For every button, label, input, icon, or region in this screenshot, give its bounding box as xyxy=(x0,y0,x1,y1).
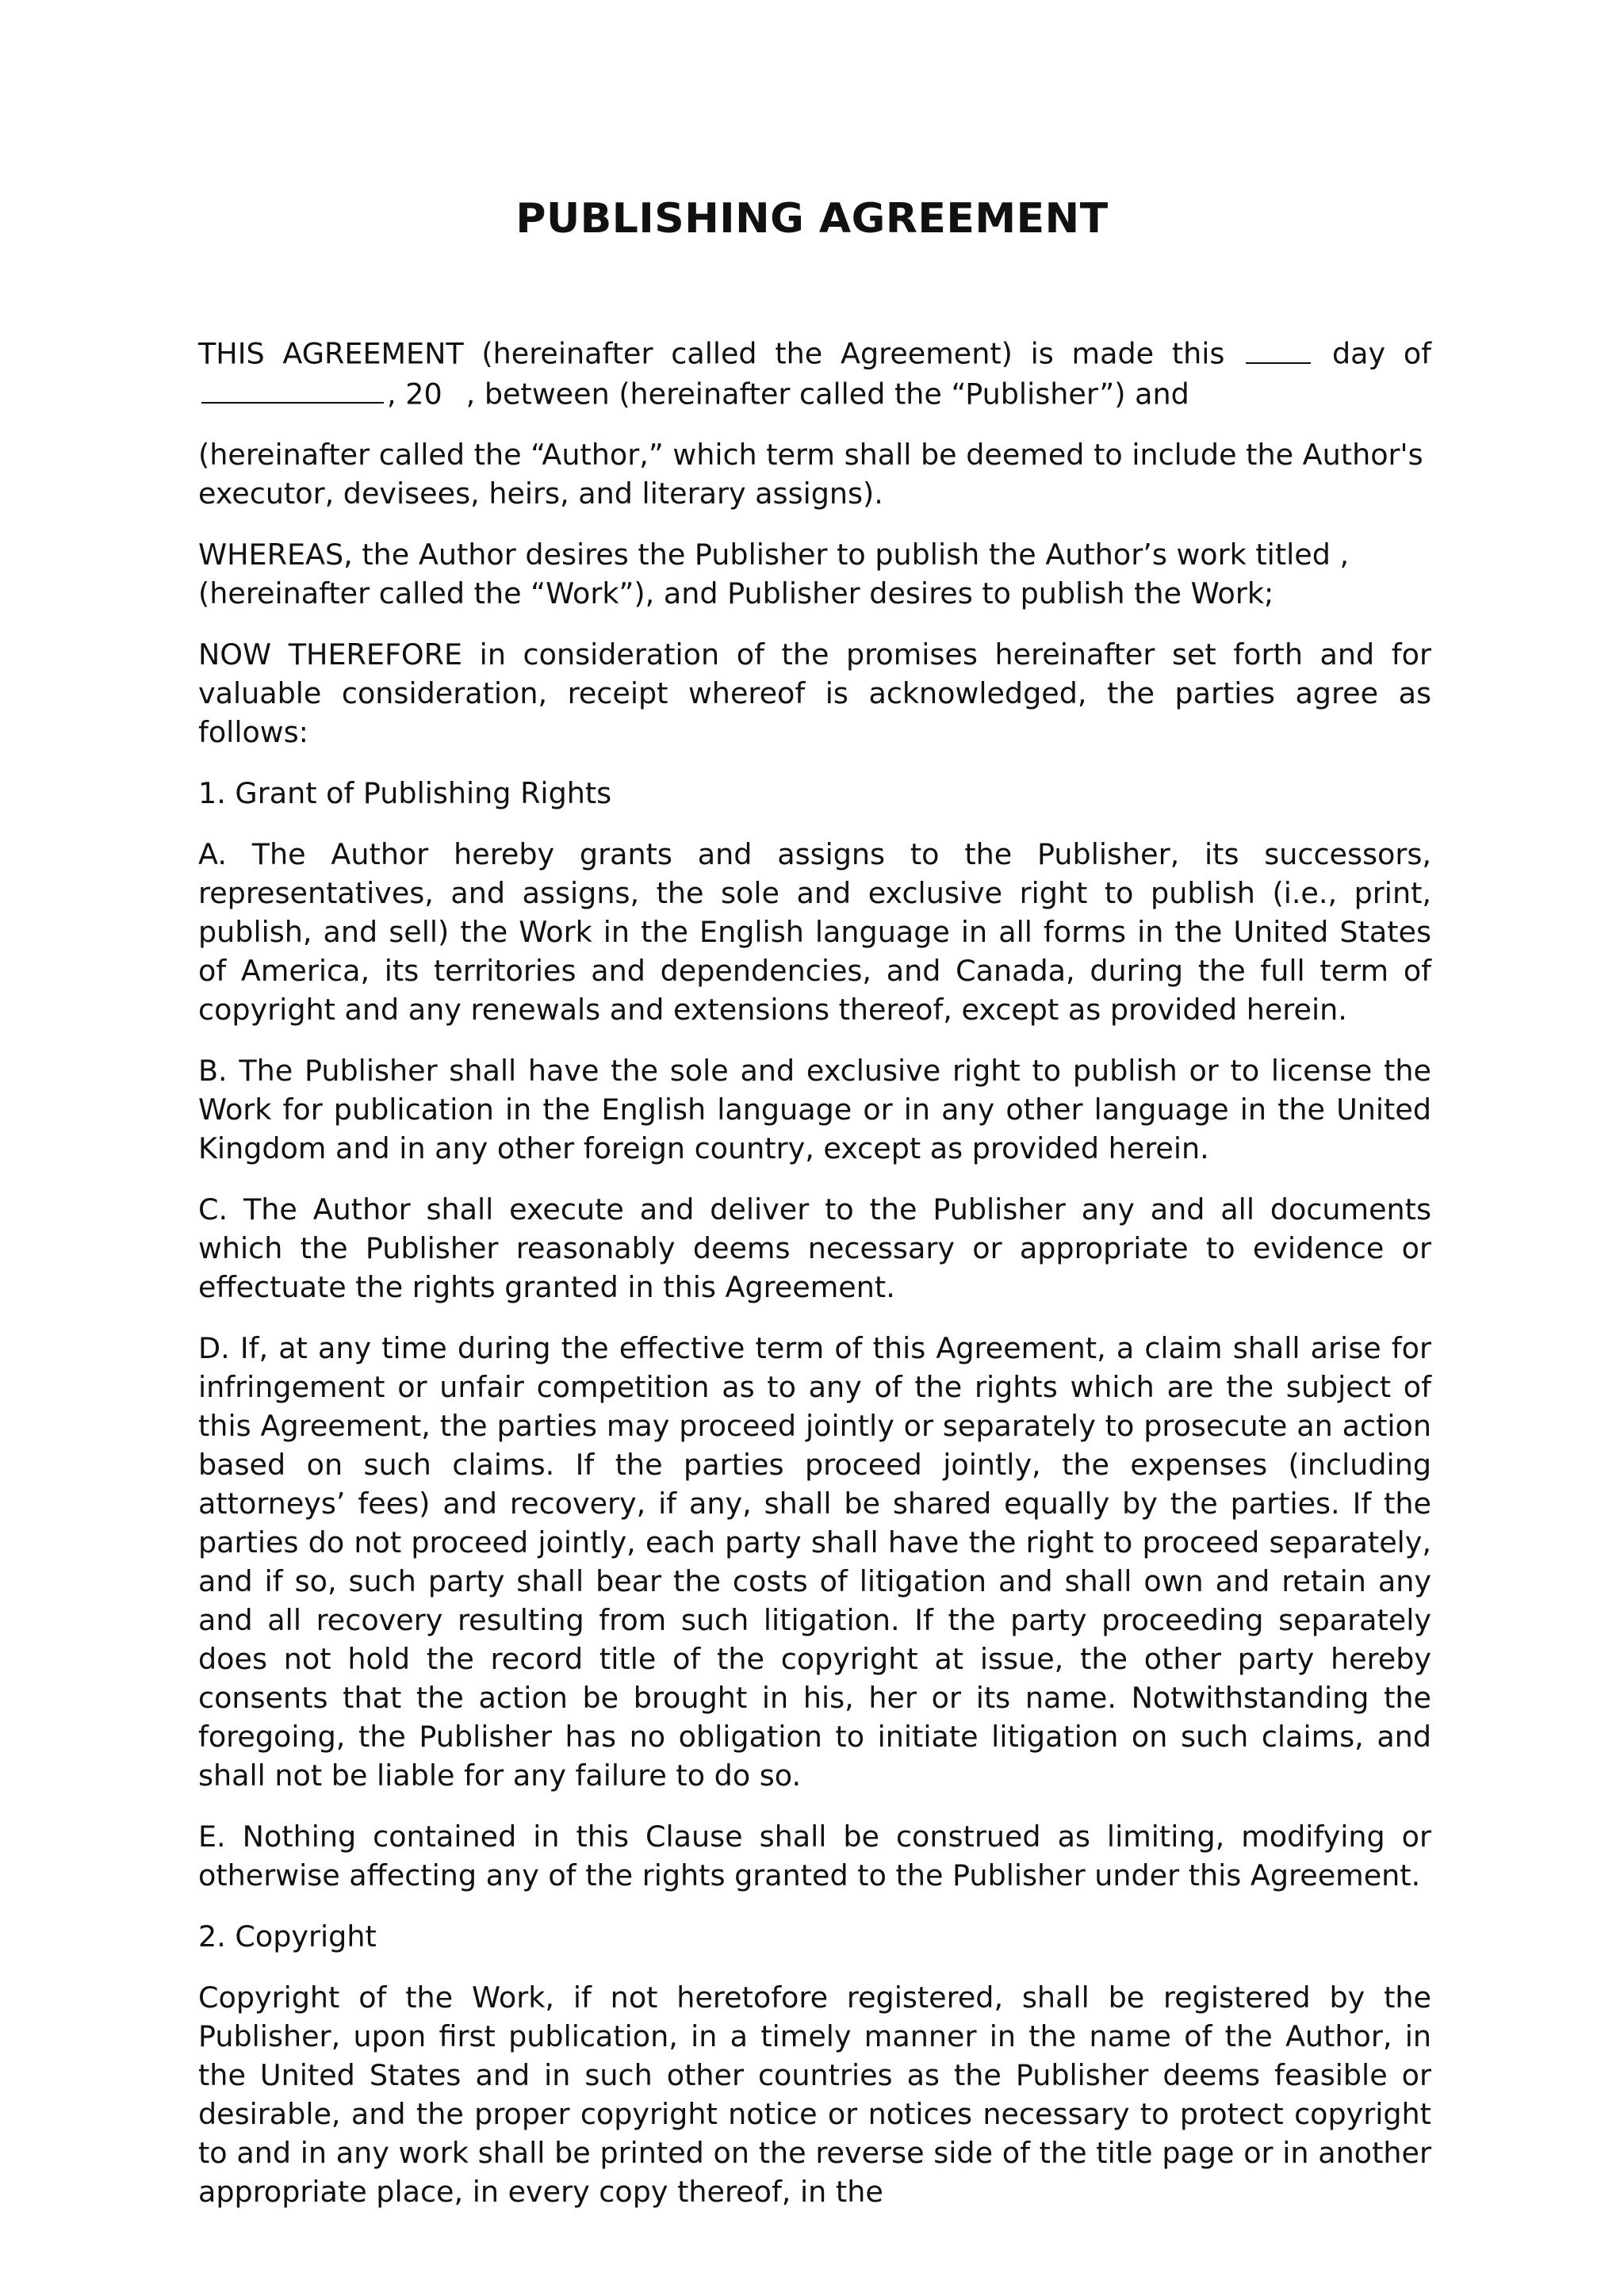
month-blank xyxy=(201,373,384,404)
section-2-heading: 2. Copyright xyxy=(198,1919,377,1954)
section-1-clause-a: A. The Author hereby grants and assigns to the Publisher, its successors, representatives, and assigns, the sole and exclusive right to publish (i.e., print, publish, and sell) the Work in the English language in all forms in the United States of America, its territories and dependencies, and Canada, during the full term of copyright and any renewals and extensions thereof, except as provided herein. xyxy=(198,837,1431,1027)
intro-text-1: THIS AGREEMENT (hereinafter called the Agreement) is made this xyxy=(198,336,1225,371)
section-1-clause-e: E. Nothing contained in this Clause shall be construed as limiting, modifying or otherwise affecting any of the rights granted to the Publisher under this Agreement. xyxy=(198,1820,1431,1892)
author-definition-paragraph: (hereinafter called the “Author,” which term shall be deemed to include the Author's executor, devisees, heirs, and literary assigns). xyxy=(198,438,1423,511)
document-title: PUBLISHING AGREEMENT xyxy=(515,195,1109,243)
section-2-text: Copyright of the Work, if not heretofore registered, shall be registered by the Publisher, upon first publication, in a timely manner in the name of the Author, in the United States and in such other countries as the Publisher deems feasible or desirable, and the proper copyright notice or notices necessary to protect copyright to and in any work shall be printed on the reverse side of the title page or in another appropriate place, in every copy thereof, in the xyxy=(198,1980,1431,2209)
document-body xyxy=(198,333,1431,2233)
section-1-heading: 1. Grant of Publishing Rights xyxy=(198,776,612,810)
now-therefore-paragraph: NOW THEREFORE in consideration of the promises hereinafter set forth and for valuable consideration, receipt whereof is acknowledged, the parties agree as follows: xyxy=(198,637,1431,749)
intro-paragraph xyxy=(198,333,1431,413)
intro-text-5: , between (hereinafter called the “Publisher”) and xyxy=(465,377,1189,411)
section-1-clause-c: C. The Author shall execute and deliver to the Publisher any and all documents which the Publisher reasonably deems necessary or appropriate to evidence or effectuate the rights granted in this Agreement. xyxy=(198,1192,1431,1304)
section-1-clause-d: D. If, at any time during the effective term of this Agreement, a claim shall arise for infringement or unfair competition as to any of the rights which are the subject of this Agreement, the parties may proceed jointly or separately to prosecute an action based on such claims. If the parties proceed jointly, the expenses (including attorneys’ fees) and recovery, if any, shall be shared equally by the parties. If the parties do not proceed jointly, each party shall have the right to proceed separately, and if so, such party shall bear the costs of litigation and shall own and retain any and all recovery resulting from such litigation. If the party proceeding separately does not hold the record title of the copyright at issue, the other party hereby consents that the action be brought in his, her or its name. Notwithstanding the foregoing, the Publisher has no obligation to initiate litigation on such claims, and shall not be liable for any failure to do so. xyxy=(198,1331,1431,1793)
intro-text-2: day of xyxy=(1331,336,1432,371)
intro-year: 20 xyxy=(405,377,442,411)
section-1-clause-b: B. The Publisher shall have the sole and exclusive right to publish or to license the Work for publication in the English language or in any other language in the United Kingdom and in any other foreign country, except as provided herein. xyxy=(198,1054,1431,1165)
whereas-paragraph: WHEREAS, the Author desires the Publisher to publish the Author’s work titled , (hereinafter called the “Work”), and Publisher desires to publish the Work; xyxy=(198,538,1350,610)
intro-text-3: , xyxy=(387,377,396,411)
day-blank xyxy=(1246,333,1311,364)
